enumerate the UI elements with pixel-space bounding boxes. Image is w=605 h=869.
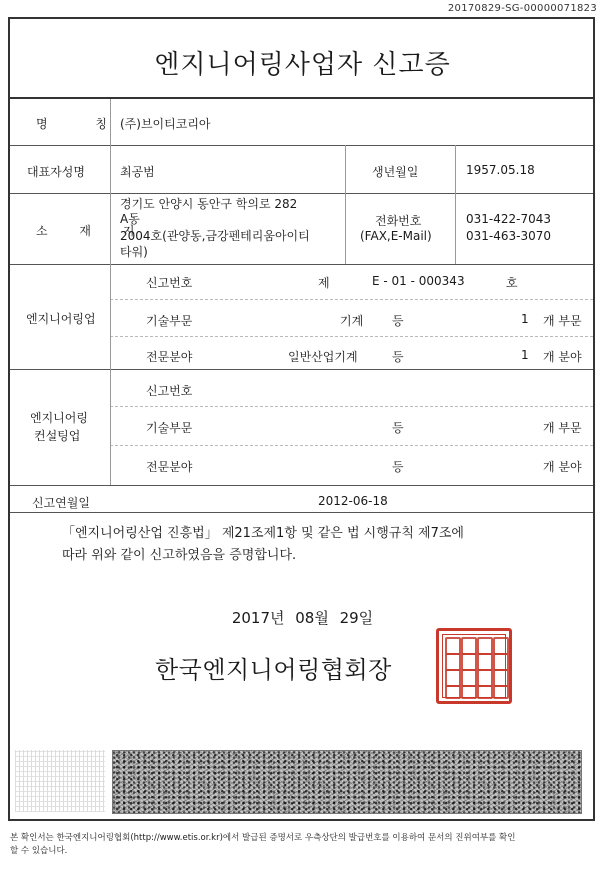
name-label: 명 칭	[36, 117, 129, 131]
issue-date: 2017년 08월 29일	[231, 609, 374, 627]
con-field-unit: 개 분야	[543, 460, 582, 474]
eng-reg-label: 신고번호	[146, 276, 193, 290]
document-issue-number: 20170829-SG-00000071823	[447, 3, 597, 14]
con-tech-label: 기술부문	[146, 421, 193, 435]
report-date-label: 신고연월일	[32, 496, 90, 510]
location-label: 소 재 지	[36, 224, 149, 238]
security-pattern	[112, 750, 582, 814]
fax-email-label: (FAX,E-Mail)	[360, 229, 432, 243]
eng-field-etc: 등	[392, 350, 404, 364]
engineering-label: 엔지니어링업	[26, 312, 96, 326]
eng-field-count: 1	[521, 348, 529, 362]
birthdate-label: 생년월일	[372, 165, 419, 179]
eng-field-value: 일반산업기계	[288, 350, 358, 364]
eng-field-label: 전문분야	[146, 350, 193, 364]
consulting-label-2: 컨설팅업	[34, 429, 81, 443]
issuer-name: 한국엔지니어링협회장	[155, 656, 392, 684]
phone-value: 031-422-7043	[466, 212, 552, 226]
company-name: (주)브이티코리아	[120, 117, 211, 131]
official-seal-icon	[436, 628, 512, 704]
address-line-1: 경기도 안양시 동안구 학의로 282	[120, 197, 298, 211]
eng-reg-prefix: 제	[318, 276, 330, 290]
eng-tech-value: 기계	[340, 314, 364, 328]
footer-line-1: 본 확인서는 한국엔지니어링협회(http://www.etis.or.kr)에서 발급된 증명서로 우측상단의 발급번호를 이용하여 문서의 진위여부를 확인	[10, 833, 516, 843]
security-pattern-left	[15, 750, 105, 812]
address-line-2: A동	[120, 212, 140, 226]
birthdate-value: 1957.05.18	[466, 163, 535, 177]
con-field-label: 전문분야	[146, 460, 193, 474]
footer-notice	[10, 832, 595, 858]
certification-line-2: 따라 위와 같이 신고하였음을 증명합니다.	[62, 548, 297, 563]
representative-name: 최공범	[120, 165, 155, 179]
eng-tech-unit: 개 부문	[543, 314, 582, 328]
con-field-etc: 등	[392, 460, 404, 474]
certification-text	[62, 523, 582, 567]
eng-reg-number: E - 01 - 000343	[372, 274, 465, 288]
eng-tech-count: 1	[521, 312, 529, 326]
eng-tech-label: 기술부문	[146, 314, 193, 328]
fax-value: 031-463-3070	[466, 229, 552, 243]
certificate-title: 엔지니어링사업자 신고증	[154, 50, 451, 80]
representative-label: 대표자성명	[27, 165, 85, 179]
con-tech-unit: 개 부문	[543, 421, 582, 435]
certification-line-1: 「엔지니어링산업 진흥법」 제21조제1항 및 같은 법 시행규칙 제7조에	[62, 526, 464, 541]
address-line-4: 타워)	[120, 245, 148, 259]
con-reg-label: 신고번호	[146, 384, 193, 398]
consulting-label-1: 엔지니어링	[30, 411, 88, 425]
address-line-3: 2004호(관양동,금강펜테리움아이티	[120, 229, 310, 243]
footer-line-2: 할 수 있습니다.	[10, 846, 68, 856]
phone-label: 전화번호	[375, 214, 422, 228]
eng-reg-suffix: 호	[506, 276, 518, 290]
con-tech-etc: 등	[392, 421, 404, 435]
report-date-value: 2012-06-18	[318, 494, 388, 508]
eng-tech-etc: 등	[392, 314, 404, 328]
eng-field-unit: 개 분야	[543, 350, 582, 364]
